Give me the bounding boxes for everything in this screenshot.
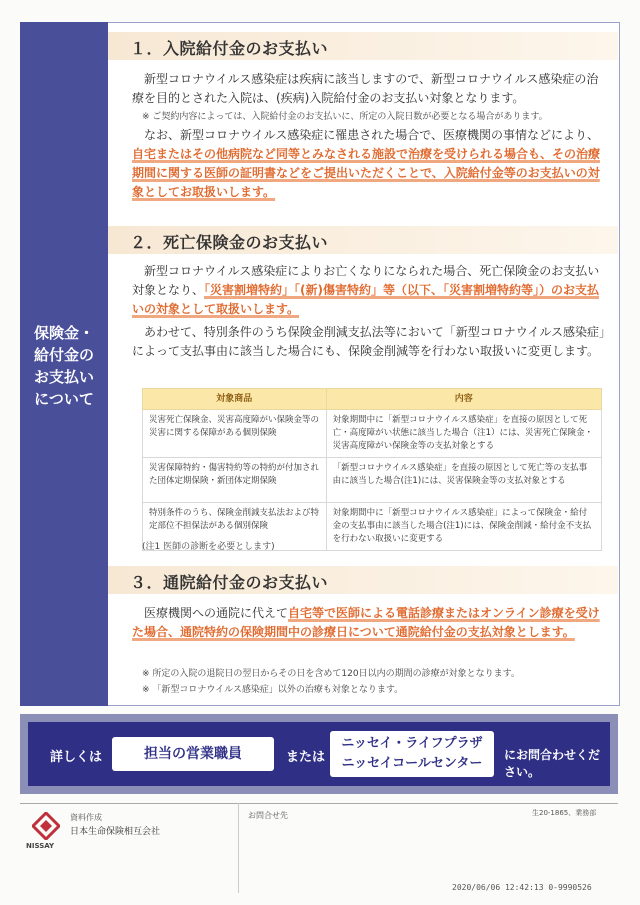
- section1-header: [108, 32, 618, 60]
- section1-note: ※ ご契約内容によっては、入院給付金のお支払いに、所定の入院日数が必要となる場合があります。: [142, 112, 548, 122]
- section2-header: [108, 226, 618, 254]
- document-code: 生20-1865、業務部: [532, 809, 597, 817]
- section3-header: [108, 566, 618, 594]
- sidebar: [20, 22, 108, 706]
- section3-note1: ※ 所定の入院の退院日の翌日からその日を含めて120日以内の期間の診療が対象となります。: [142, 669, 520, 679]
- section3-title: ３．通院給付金のお支払い: [130, 573, 329, 592]
- contact-sales-box: 担当の営業職員: [112, 737, 274, 771]
- table-header-product: 対象商品: [143, 389, 327, 410]
- section2-title: ２．死亡保険金のお支払い: [130, 233, 329, 252]
- section1-paragraph2: [132, 126, 608, 202]
- section3-paragraph1: [132, 604, 608, 642]
- table-cell: 対象期間中に「新型コロナウイルス感染症」によって保険金・給付金の支払事由に該当した場合(注1)には、保険金削減・給付金不支払を行わない取扱いに変更する: [326, 503, 601, 551]
- section2-p1-highlight: 「災害割増特約」「(新)傷害特約」等（以下、「災害割増特約等」）のお支払いの対象として取扱いします。: [132, 283, 599, 316]
- section3-p1-plain: 医療機関への通院に代えて: [144, 606, 289, 620]
- section1-p2-plain: なお、新型コロナウイルス感染症に罹患された場合で、医療機関の事情などにより、: [144, 128, 600, 142]
- section1-paragraph1: 新型コロナウイルス感染症は疾病に該当しますので、新型コロナウイルス感染症の治療を目的とされた入院は、(疾病)入院給付金のお支払い対象となります。: [132, 72, 599, 105]
- table-cell: 災害死亡保険金、災害高度障がい保険金等の災害に関する保障がある個別保険: [143, 410, 327, 458]
- company-name: 日本生命保険相互会社: [70, 827, 161, 837]
- table-cell: 「新型コロナウイルス感染症」を直接の原因として死亡等の支払事由に該当した場合(注1)には、災害保険金等の支払対象とする: [326, 458, 601, 503]
- contact-plaza-line2: ニッセイコールセンター: [341, 756, 483, 771]
- footer-vertical-divider: [238, 803, 239, 893]
- section1-p2-highlight: 自宅またはその他病院など同等とみなされる施設で治療を受けられる場合も、その治療期間に関する医師の証明書などをご提出いただくことで、入院給付金等のお支払いの対象としてお取扱いします。: [132, 147, 601, 199]
- contact-plaza-box: [330, 731, 494, 777]
- contact-suffix: にお問合わせください。: [504, 748, 601, 779]
- made-by-label: 資料作成: [70, 813, 102, 822]
- table-row: [143, 458, 602, 503]
- logo-text: NISSAY: [26, 842, 55, 850]
- contact-mid: または: [286, 750, 326, 765]
- table-cell: 対象期間中に「新型コロナウイルス感染症」を直接の原因として死亡・高度障がい状態に該当した場合（注1）には、災害死亡保険金・災害高度障がい保険金等の支払対象とする: [326, 410, 601, 458]
- coverage-table: [142, 388, 602, 551]
- section1-title: １．入院給付金のお支払い: [130, 39, 329, 58]
- section3-p1-highlight: 自宅等で医師による電話診療またはオンライン診療を受けた場合、通院特約の保険期間中の診療日について通院給付金の支払対象とします。: [132, 606, 600, 639]
- table-header-row: [143, 389, 602, 410]
- contact-inner: [28, 722, 610, 786]
- table-row: [143, 410, 602, 458]
- table-footnote: (注1 医師の診断を必要とします): [142, 542, 275, 552]
- footer-divider: [20, 803, 618, 804]
- section2-paragraph2: あわせて、特別条件のうち保険金削減支払法等において「新型コロナウイルス感染症」によって支払事由に該当した場合にも、保険金削減等を行わない取扱いに変更します。: [132, 325, 606, 358]
- section3-note2: ※ 「新型コロナウイルス感染症」以外の治療も対象となります。: [142, 685, 404, 695]
- inquiry-label: お問合せ先: [248, 811, 288, 820]
- section2-paragraph1: [132, 262, 608, 319]
- table-cell: 特別条件のうち、保険金削減支払法および特定部位不担保法がある個別保険: [143, 503, 327, 551]
- contact-prefix: 詳しくは: [50, 750, 103, 765]
- nissay-logo: [32, 812, 60, 840]
- contact-plaza-line1: ニッセイ・ライフプラザ: [341, 736, 483, 751]
- section2-p1-plain: 新型コロナウイルス感染症によりお亡くなりになられた場合、死亡保険金のお支払い対象となり、: [132, 264, 600, 297]
- print-stamp: 2020/06/06 12:42:13 0-9990526: [452, 883, 592, 892]
- table-cell: 災害保障特約・傷害特約等の特約が付加された団体定期保険・新団体定期保険: [143, 458, 327, 503]
- contact-bar: [20, 714, 618, 794]
- sidebar-title: 保険金・ 給付金の お支払い について: [33, 324, 94, 408]
- table-header-content: 内容: [326, 389, 601, 410]
